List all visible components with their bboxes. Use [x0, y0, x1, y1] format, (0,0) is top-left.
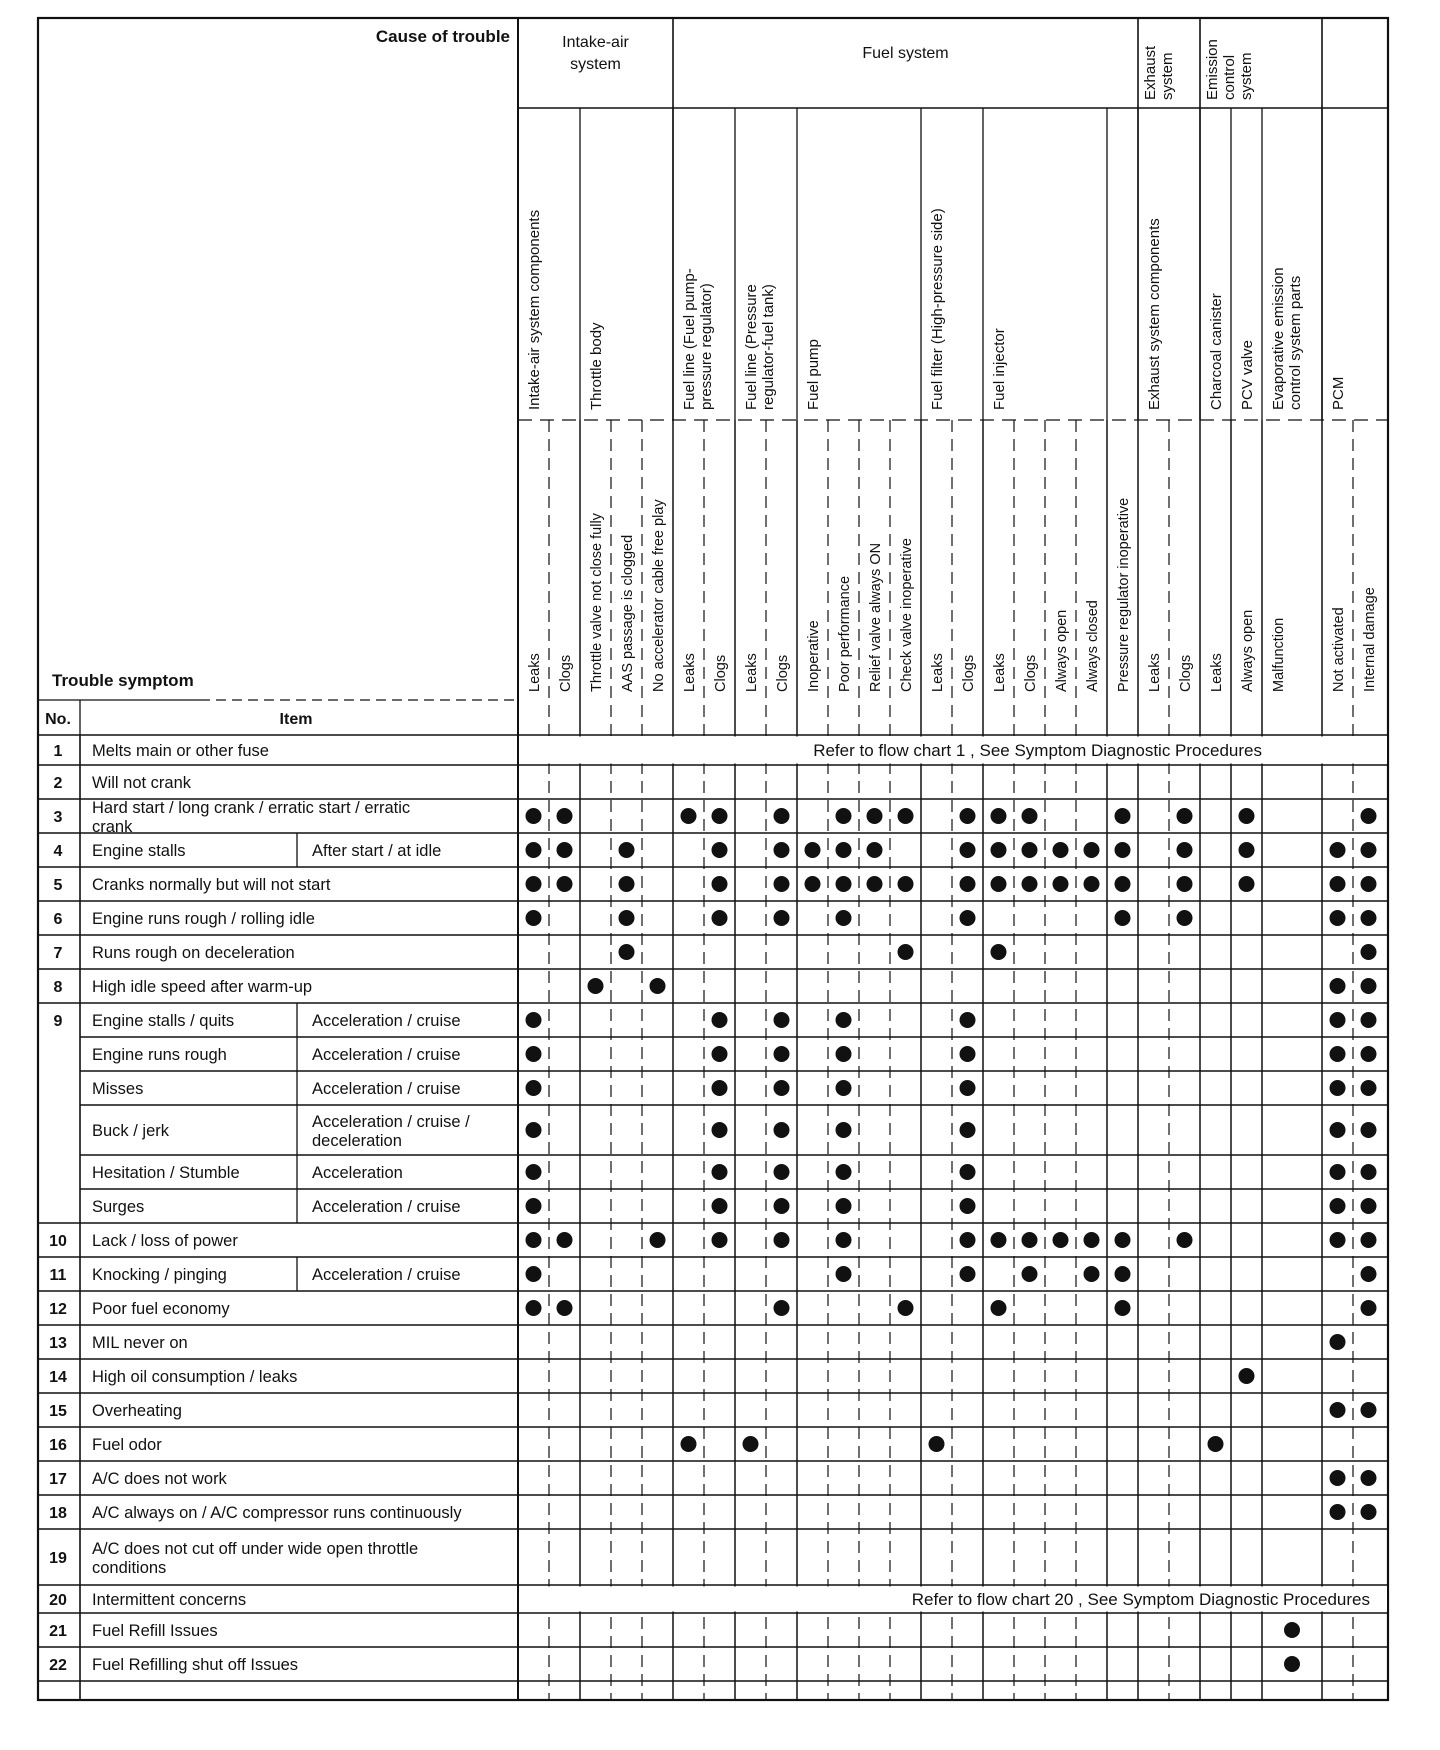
table-row [38, 1470, 1388, 1495]
table-row [38, 799, 1388, 836]
row-number: 16 [49, 1437, 67, 1454]
mark-dot [1022, 808, 1038, 824]
part-label: Throttle body [588, 322, 605, 410]
column-header: No accelerator cable free play [651, 499, 667, 692]
mark-dot [1177, 1232, 1193, 1248]
mark-dot [619, 876, 635, 892]
row-number: 18 [49, 1505, 67, 1522]
table-row [38, 1300, 1388, 1325]
table-row [38, 1504, 1388, 1529]
table-row [38, 978, 1388, 1003]
group-label: system [1238, 52, 1255, 100]
no-header: No. [45, 711, 71, 728]
part-label: Intake-air system components [526, 209, 543, 410]
mark-dot [960, 1198, 976, 1214]
mark-dot [1239, 808, 1255, 824]
mark-dot [526, 842, 542, 858]
column-header: Leaks [992, 653, 1008, 692]
row-number: 4 [53, 843, 63, 860]
mark-dot [960, 1232, 976, 1248]
mark-dot [1361, 1266, 1377, 1282]
column-header: Throttle valve not close fully [589, 513, 605, 692]
table-row [38, 944, 1388, 969]
mark-dot [526, 1232, 542, 1248]
mark-dot [1361, 978, 1377, 994]
column-header: Always open [1054, 609, 1070, 692]
row-number: 22 [49, 1657, 67, 1674]
mark-dot [991, 944, 1007, 960]
row-condition: Acceleration / cruise [312, 1198, 461, 1216]
row-item: A/C does not cut off under wide open throttle conditions [92, 1540, 419, 1577]
mark-dot [774, 1300, 790, 1316]
mark-dot [1330, 1402, 1346, 1418]
row-number: 12 [49, 1301, 67, 1318]
row-item: Fuel Refilling shut off Issues [92, 1656, 299, 1674]
mark-dot [1084, 1266, 1100, 1282]
table-row [38, 1656, 1388, 1681]
column-header: Poor performance [837, 575, 853, 692]
table-row [38, 1622, 1388, 1647]
table-row [38, 876, 1388, 901]
mark-dot [991, 1232, 1007, 1248]
mark-dot [1330, 1046, 1346, 1062]
mark-dot [836, 808, 852, 824]
group-label: control [1221, 54, 1238, 100]
mark-dot [774, 842, 790, 858]
mark-dot [619, 944, 635, 960]
column-header: Always closed [1085, 600, 1101, 692]
column-header: Leaks [1147, 653, 1163, 692]
mark-dot [774, 876, 790, 892]
mark-dot [1361, 1122, 1377, 1138]
mark-dot [1361, 842, 1377, 858]
column-header: Leaks [1209, 653, 1225, 692]
row-item: Intermittent concerns [92, 1591, 247, 1609]
mark-dot [1115, 910, 1131, 926]
mark-dot [1330, 1232, 1346, 1248]
row-item: Cranks normally but will not start [92, 876, 331, 894]
mark-dot [1239, 1368, 1255, 1384]
mark-dot [526, 1266, 542, 1282]
row-number: 15 [49, 1403, 67, 1420]
row-number: 3 [53, 809, 63, 826]
mark-dot [898, 808, 914, 824]
mark-dot [712, 1122, 728, 1138]
column-header: Leaks [930, 653, 946, 692]
mark-dot [836, 1012, 852, 1028]
mark-dot [526, 876, 542, 892]
mark-dot [1330, 1198, 1346, 1214]
table-row [38, 1232, 1388, 1257]
column-header: Leaks [682, 653, 698, 692]
mark-dot [1053, 1232, 1069, 1248]
mark-dot [836, 876, 852, 892]
mark-dot [774, 1080, 790, 1096]
part-label: Evaporative emission [1270, 267, 1287, 410]
mark-dot [1330, 978, 1346, 994]
row-number: 20 [49, 1592, 67, 1609]
column-header: Check valve inoperative [899, 538, 915, 692]
mark-dot [557, 1232, 573, 1248]
table-row [38, 774, 1388, 799]
row-number: 11 [49, 1267, 67, 1284]
mark-dot [960, 1012, 976, 1028]
table-body [38, 737, 1388, 1682]
mark-dot [991, 842, 1007, 858]
mark-dot [836, 1122, 852, 1138]
mark-dot [557, 1300, 573, 1316]
row-item: Will not crank [92, 774, 192, 792]
column-header: Pressure regulator inoperative [1116, 497, 1132, 692]
mark-dot [619, 910, 635, 926]
mark-dot [1330, 1012, 1346, 1028]
mark-dot [805, 876, 821, 892]
mark-dot [991, 1300, 1007, 1316]
mark-dot [774, 1198, 790, 1214]
mark-dot [960, 1164, 976, 1180]
column-header: Internal damage [1362, 587, 1378, 692]
mark-dot [960, 1080, 976, 1096]
part-label: Fuel pump [805, 339, 822, 410]
mark-dot [836, 842, 852, 858]
table-row [38, 833, 1388, 867]
mark-dot [712, 842, 728, 858]
mark-dot [1361, 1046, 1377, 1062]
mark-dot [960, 1046, 976, 1062]
mark-dot [867, 842, 883, 858]
group-label: system [570, 56, 621, 73]
mark-dot [1177, 808, 1193, 824]
table-row [38, 1587, 1388, 1614]
mark-dot [960, 876, 976, 892]
row-number: 7 [53, 945, 63, 962]
mark-dot [681, 1436, 697, 1452]
table-row [80, 1071, 1388, 1105]
mark-dot [1115, 808, 1131, 824]
column-header: Malfunction [1271, 617, 1287, 692]
group-label: Emission [1204, 39, 1221, 100]
mark-dot [991, 876, 1007, 892]
mark-dot [743, 1436, 759, 1452]
trouble-symptom-label: Trouble symptom [52, 671, 194, 690]
mark-dot [526, 808, 542, 824]
mark-dot [1361, 1198, 1377, 1214]
part-label: Fuel line (Fuel pump- [681, 268, 698, 410]
row-item: Engine runs rough / rolling idle [92, 910, 315, 928]
row-item: Knocking / pinging [92, 1266, 227, 1284]
mark-dot [1239, 876, 1255, 892]
mark-dot [1361, 1402, 1377, 1418]
mark-dot [712, 808, 728, 824]
mark-dot [1330, 1164, 1346, 1180]
mark-dot [898, 944, 914, 960]
row-condition: Acceleration / cruise [312, 1080, 461, 1098]
row-item: High idle speed after warm-up [92, 978, 313, 996]
mark-dot [1284, 1622, 1300, 1638]
row-item: Fuel odor [92, 1436, 162, 1454]
mark-dot [774, 1164, 790, 1180]
column-header: Clogs [961, 654, 977, 692]
mark-dot [526, 1198, 542, 1214]
group-label: Exhaust [1142, 45, 1159, 100]
mark-dot [1361, 944, 1377, 960]
mark-dot [867, 808, 883, 824]
mark-dot [867, 876, 883, 892]
mark-dot [681, 808, 697, 824]
table-row [38, 1540, 1388, 1585]
table-row [54, 1003, 1388, 1037]
mark-dot [774, 1046, 790, 1062]
mark-dot [712, 876, 728, 892]
part-label: control system parts [1287, 275, 1304, 410]
mark-dot [960, 1266, 976, 1282]
mark-dot [836, 1164, 852, 1180]
mark-dot [1330, 842, 1346, 858]
mark-dot [712, 1164, 728, 1180]
mark-dot [898, 876, 914, 892]
mark-dot [1330, 1334, 1346, 1350]
mark-dot [1361, 1164, 1377, 1180]
row-number: 1 [53, 743, 63, 760]
row-item: Melts main or other fuse [92, 742, 269, 760]
mark-dot [960, 842, 976, 858]
mark-dot [836, 1232, 852, 1248]
mark-dot [1053, 842, 1069, 858]
mark-dot [1330, 876, 1346, 892]
mark-dot [774, 1012, 790, 1028]
mark-dot [1022, 842, 1038, 858]
table-row [38, 1257, 1388, 1291]
mark-dot [712, 1046, 728, 1062]
mark-dot [960, 910, 976, 926]
column-header: Clogs [1023, 654, 1039, 692]
mark-dot [526, 1122, 542, 1138]
table-row [38, 1368, 1388, 1393]
mark-dot [1115, 876, 1131, 892]
row-item: A/C does not work [92, 1470, 227, 1488]
mark-dot [588, 978, 604, 994]
table-row [38, 1402, 1388, 1427]
part-label: Fuel injector [991, 328, 1008, 410]
row-item: Runs rough on deceleration [92, 944, 295, 962]
row-item: Misses [92, 1080, 144, 1098]
mark-dot [774, 1232, 790, 1248]
mark-dot [1361, 876, 1377, 892]
mark-dot [1361, 1080, 1377, 1096]
column-header: Clogs [713, 654, 729, 692]
table-row [80, 1155, 1388, 1189]
mark-dot [774, 910, 790, 926]
mark-dot [1361, 1504, 1377, 1520]
row-number: 6 [53, 911, 63, 928]
row-item: Hesitation / Stumble [92, 1164, 240, 1182]
row-item: Surges [92, 1198, 145, 1216]
table-border [38, 18, 1388, 1700]
mark-dot [836, 1198, 852, 1214]
row-number: 21 [49, 1623, 67, 1640]
mark-dot [1361, 1012, 1377, 1028]
column-header: Always open [1240, 609, 1256, 692]
cause-of-trouble-label: Cause of trouble [375, 27, 510, 46]
mark-dot [1115, 1266, 1131, 1282]
group-label: Intake-air [562, 34, 629, 51]
mark-dot [1177, 910, 1193, 926]
mark-dot [1177, 842, 1193, 858]
row-number: 14 [49, 1369, 67, 1386]
group-label: Fuel system [862, 45, 949, 62]
row-item: Engine runs rough [92, 1046, 227, 1064]
part-label: Fuel filter (High-pressure side) [929, 208, 946, 410]
mark-dot [1361, 808, 1377, 824]
mark-dot [929, 1436, 945, 1452]
row-item: Buck / jerk [92, 1122, 170, 1140]
mark-dot [1208, 1436, 1224, 1452]
mark-dot [836, 1046, 852, 1062]
mark-dot [526, 1080, 542, 1096]
table-row [38, 1436, 1388, 1461]
mark-dot [1084, 1232, 1100, 1248]
mark-dot [1330, 910, 1346, 926]
row-number: 5 [53, 877, 63, 894]
part-label: PCM [1330, 376, 1347, 410]
mark-dot [1361, 1232, 1377, 1248]
row-item: Engine stalls [92, 842, 186, 860]
mark-dot [836, 910, 852, 926]
mark-dot [1115, 1232, 1131, 1248]
mark-dot [960, 808, 976, 824]
row-item: High oil consumption / leaks [92, 1368, 298, 1386]
row-item: Poor fuel economy [92, 1300, 230, 1318]
row-condition: Acceleration / cruise [312, 1012, 461, 1030]
mark-dot [650, 978, 666, 994]
row-item: A/C always on / A/C compressor runs continuously [92, 1504, 462, 1522]
mark-dot [526, 910, 542, 926]
mark-dot [712, 1232, 728, 1248]
mark-dot [1330, 1122, 1346, 1138]
part-label: regulator-fuel tank) [760, 284, 777, 410]
mark-dot [712, 1080, 728, 1096]
row-number: 17 [49, 1471, 67, 1488]
mark-dot [526, 1012, 542, 1028]
mark-dot [557, 842, 573, 858]
row-item: Lack / loss of power [92, 1232, 238, 1250]
row-condition: Acceleration / cruise [312, 1046, 461, 1064]
mark-dot [557, 876, 573, 892]
mark-dot [1361, 1470, 1377, 1486]
mark-dot [1022, 876, 1038, 892]
mark-dot [836, 1080, 852, 1096]
column-header: Relief valve always ON [868, 542, 884, 692]
row-number: 10 [49, 1233, 67, 1250]
column-header: Inoperative [806, 620, 822, 692]
table-row [38, 737, 1388, 766]
mark-dot [1361, 1300, 1377, 1316]
mark-dot [991, 808, 1007, 824]
mark-dot [1239, 842, 1255, 858]
row-condition: Acceleration / cruise [312, 1266, 461, 1284]
row-number: 13 [49, 1335, 67, 1352]
table-row [38, 1189, 1388, 1223]
column-header: Clogs [1178, 654, 1194, 692]
mark-dot [526, 1164, 542, 1180]
mark-dot [557, 808, 573, 824]
part-label: Exhaust system components [1146, 218, 1163, 410]
mark-dot [1330, 1504, 1346, 1520]
row-number: 19 [49, 1550, 67, 1567]
mark-dot [805, 842, 821, 858]
mark-dot [712, 910, 728, 926]
mark-dot [526, 1300, 542, 1316]
mark-dot [1330, 1080, 1346, 1096]
row-item: Fuel Refill Issues [92, 1622, 218, 1640]
row-note: Refer to flow chart 1 , See Symptom Diagnostic Procedures [813, 741, 1262, 760]
mark-dot [1022, 1232, 1038, 1248]
mark-dot [1115, 842, 1131, 858]
column-header: Clogs [558, 654, 574, 692]
table-row [80, 1037, 1388, 1071]
mark-dot [526, 1046, 542, 1062]
table-row [38, 910, 1388, 935]
row-number: 9 [53, 1013, 63, 1030]
mark-dot [1053, 876, 1069, 892]
mark-dot [712, 1198, 728, 1214]
mark-dot [712, 1012, 728, 1028]
mark-dot [1330, 1470, 1346, 1486]
column-header: Clogs [775, 654, 791, 692]
column-header: AAS passage is clogged [620, 534, 636, 692]
part-label: Fuel line (Pressure [743, 284, 760, 410]
mark-dot [1361, 910, 1377, 926]
row-number: 8 [53, 979, 63, 996]
row-item: MIL never on [92, 1334, 188, 1352]
row-note: Refer to flow chart 20 , See Symptom Diagnostic Procedures [911, 1590, 1370, 1609]
mark-dot [1115, 1300, 1131, 1316]
mark-dot [774, 1122, 790, 1138]
mark-dot [898, 1300, 914, 1316]
item-header: Item [279, 711, 313, 728]
mark-dot [619, 842, 635, 858]
mark-dot [1084, 842, 1100, 858]
row-condition: After start / at idle [312, 842, 442, 860]
mark-dot [774, 808, 790, 824]
mark-dot [650, 1232, 666, 1248]
row-condition: Acceleration / cruise / deceleration [312, 1113, 470, 1150]
part-label: Charcoal canister [1208, 293, 1225, 410]
mark-dot [1177, 876, 1193, 892]
row-item: Overheating [92, 1402, 182, 1420]
mark-dot [1284, 1656, 1300, 1672]
table-row [38, 1334, 1388, 1359]
row-number: 2 [53, 775, 63, 792]
row-item: Engine stalls / quits [92, 1012, 235, 1030]
row-condition: Acceleration [312, 1164, 403, 1182]
mark-dot [960, 1122, 976, 1138]
group-label: system [1159, 52, 1176, 100]
mark-dot [1084, 876, 1100, 892]
part-label: pressure regulator) [698, 283, 715, 410]
mark-dot [1022, 1266, 1038, 1282]
table-row [80, 1105, 1388, 1155]
column-header: Leaks [527, 653, 543, 692]
row-item: Hard start / long crank / erratic start / erratic crank [92, 799, 411, 836]
mark-dot [836, 1266, 852, 1282]
part-label: PCV valve [1239, 339, 1256, 410]
column-header: Leaks [744, 653, 760, 692]
column-header: Not activated [1331, 607, 1347, 692]
